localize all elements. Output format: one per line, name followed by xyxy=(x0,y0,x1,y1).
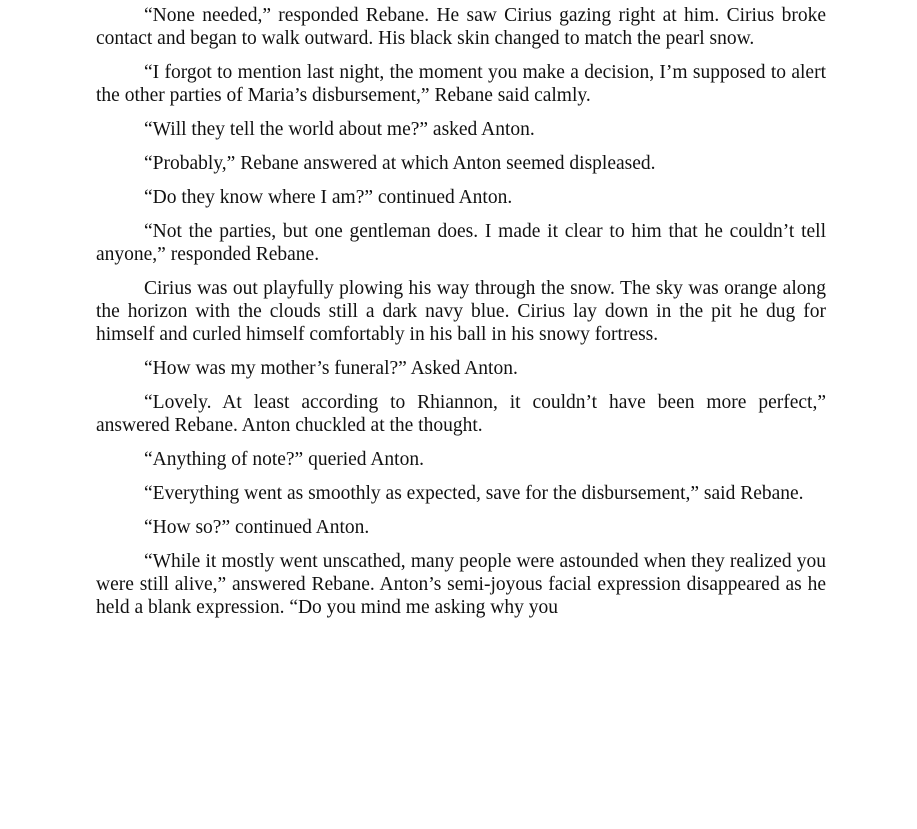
paragraph-12: “How so?” continued Anton. xyxy=(144,517,370,538)
paragraph-10: “Anything of note?” queried Anton. xyxy=(144,449,424,470)
paragraph-3: “Will they tell the world about me?” asked Anton. xyxy=(144,119,535,140)
paragraph-2: “I forgot to mention last night, the moment you make a decision, I’m supposed to alert the other parties of Maria’s disbursement,” Rebane said calmly. xyxy=(96,62,826,106)
paragraph-4: “Probably,” Rebane answered at which Anton seemed displeased. xyxy=(144,153,656,174)
paragraph-8: “How was my mother’s funeral?” Asked Anton. xyxy=(144,358,518,379)
paragraph-6: “Not the parties, but one gentleman does. I made it clear to him that he couldn’t tell anyone,” responded Rebane. xyxy=(96,221,826,265)
document-page xyxy=(96,4,826,630)
paragraph-1: “None needed,” responded Rebane. He saw Cirius gazing right at him. Cirius broke contact and began to walk outward. His black skin changed to match the pearl snow. xyxy=(96,5,826,49)
paragraph-9: “Lovely. At least according to Rhiannon, it couldn’t have been more perfect,” answered Rebane. Anton chuckled at the thought. xyxy=(96,392,826,436)
paragraph-13: “While it mostly went unscathed, many people were astounded when they realized you were still alive,” answered Rebane. Anton’s semi-joyous facial expression disappeared as he held a blank expression. “Do you mind me asking why you xyxy=(96,551,826,618)
paragraph-5: “Do they know where I am?” continued Anton. xyxy=(144,187,513,208)
paragraph-11: “Everything went as smoothly as expected, save for the disbursement,” said Rebane. xyxy=(144,483,804,504)
paragraph-7: Cirius was out playfully plowing his way through the snow. The sky was orange along the horizon with the clouds still a dark navy blue. Cirius lay down in the pit he dug for himself and curled himself comfortably in his ball in his snowy fortress. xyxy=(96,278,826,345)
